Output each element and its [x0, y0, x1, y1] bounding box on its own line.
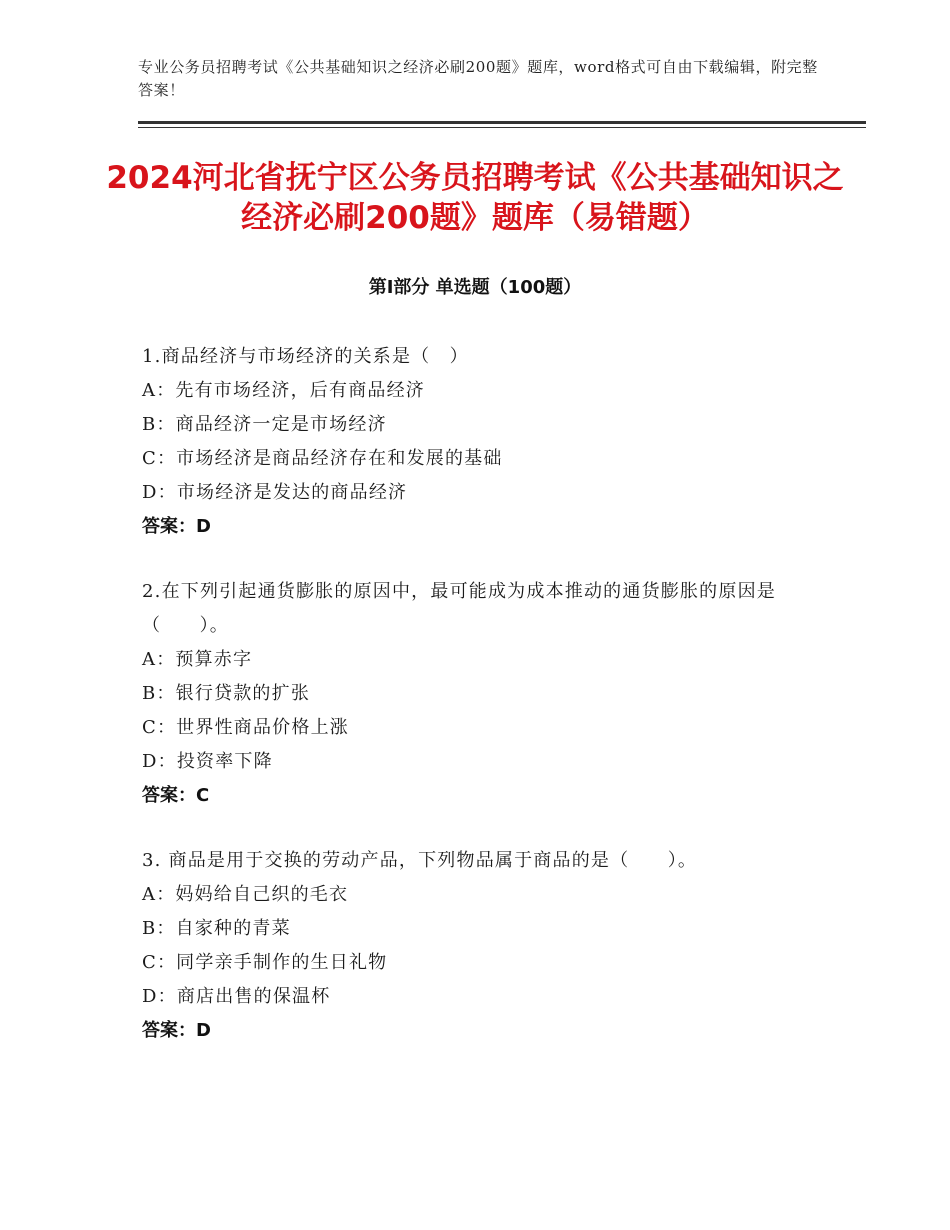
question-2 [142, 575, 822, 813]
document-title: 2024河北省抚宁区公务员招聘考试《公共基础知识之经济必刷200题》题库（易错题） [106, 160, 844, 236]
question-stem: 2.在下列引起通货膨胀的原因中，最可能成为成本推动的通货膨胀的原因是（ ）。 [142, 581, 776, 636]
answer: 答案：C [142, 785, 210, 806]
header-rule-thin [138, 127, 866, 128]
option-a: A：妈妈给自己织的毛衣 [142, 884, 349, 905]
header-note: 专业公务员招聘考试《公共基础知识之经济必刷200题》题库，word格式可自由下载编辑，附完整答案！ [138, 58, 818, 99]
answer: 答案：D [142, 1020, 211, 1041]
option-a: A：预算赤字 [142, 649, 253, 670]
option-d: D：商店出售的保温杯 [142, 986, 331, 1007]
option-c: C：世界性商品价格上涨 [142, 717, 349, 738]
question-stem: 3. 商品是用于交换的劳动产品，下列物品属于商品的是（ ）。 [142, 850, 698, 871]
option-b: B：银行贷款的扩张 [142, 683, 311, 704]
section-heading: 第Ⅰ部分 单选题（100题） [368, 277, 582, 298]
question-stem: 1.商品经济与市场经济的关系是（ ） [142, 346, 469, 367]
option-a: A：先有市场经济，后有商品经济 [142, 380, 425, 401]
answer: 答案：D [142, 516, 211, 537]
question-3 [142, 844, 822, 1048]
option-c: C：同学亲手制作的生日礼物 [142, 952, 388, 973]
header-rule-thick [138, 121, 866, 124]
option-d: D：投资率下降 [142, 751, 273, 772]
question-list [142, 340, 822, 1079]
option-d: D：市场经济是发达的商品经济 [142, 482, 408, 503]
option-b: B：自家种的青菜 [142, 918, 291, 939]
option-c: C：市场经济是商品经济存在和发展的基础 [142, 448, 503, 469]
option-b: B：商品经济一定是市场经济 [142, 414, 387, 435]
question-1 [142, 340, 822, 544]
